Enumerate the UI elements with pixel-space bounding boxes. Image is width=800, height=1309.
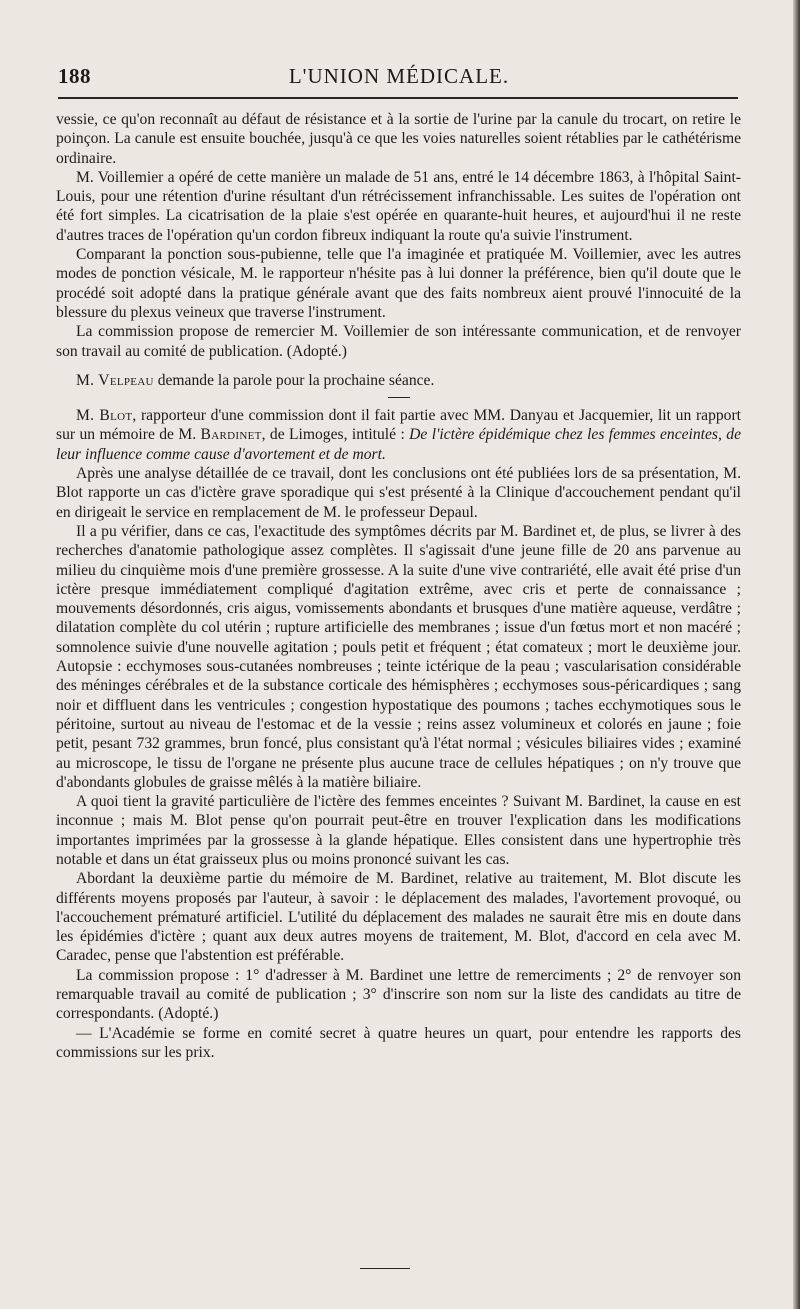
paragraph-blot-report (56, 406, 741, 464)
section-separator (388, 397, 410, 398)
speaker-name: M. Velpeau (76, 371, 154, 389)
header-rule (58, 97, 738, 99)
running-title: L'UNION MÉDICALE. (288, 64, 510, 88)
footer-rule (360, 1268, 410, 1269)
page-number: 188 (58, 64, 91, 88)
article-body (56, 110, 741, 1062)
paragraph-treatment: Abordant la deuxième partie du mémoire de M. Bardinet, relative au traitement, M. Blot discute les différents moyens proposés par l'auteur, à savoir : le déplacement des malades, l'avortement provoqué, ou l'accouchement prématuré artificiel. L'utilité du déplacement des malades ne saurait être mis en doute dans les épidémies d'ictère ; quant aux deux autres moyens de traitement, M. Blot, d'accord en cela avec M. Caradec, pense que l'abstention est préférable. (56, 870, 741, 965)
paragraph-voillemier-case: M. Voillemier a opéré de cette manière un malade de 51 ans, entré le 14 décembre 1863, à l'hôpital Saint-Louis, pour une rétention d'urine résultant d'un rétrécissement infranchissable. Les suites de l'opération ont été fort simples. La cicatrisation de la plaie s'est opérée en quarante-huit heures, et aujourd'hui il ne reste d'autres traces de l'opération qu'un cordon fibreux indiquant la route qu'a suivie l'instrument. (56, 168, 741, 244)
paragraph-commission-proposal: La commission propose de remercier M. Voillemier de son intéressante communication, et de renvoyer son travail au comité de publication. (Adopté.) (56, 323, 741, 360)
paragraph-secret-committee: — L'Académie se forme en comité secret à quatre heures un quart, pour entendre les rapports des commissions sur les prix. (56, 1024, 741, 1061)
paragraph-comparison: Comparant la ponction sous-pubienne, telle que l'a imaginée et pratiquée M. Voillemier, avec les autres modes de ponction vésicale, M. le rapporteur n'hésite pas à lui donner la préférence, bien qu'il doute que le procédé soit adopté dans la pratique générale avant que des faits nombreux aient prouvé l'innocuité de la blessure du plexus veineux que traverse l'instrument. (56, 246, 741, 321)
paragraph-text: , rapporteur d'une commission dont il fait partie avec MM. Danyau et Jacquemier, lit un rapport sur un mémoire de M. (56, 407, 742, 444)
paragraph-analysis: Après une analyse détaillée de ce travail, dont les conclusions ont été publiées lors de sa présentation, M. Blot rapporte un cas d'ictère grave sporadique qui s'est présenté à la Clinique d'accouchement pendant qu'il en dirigeait le service en remplacement de M. le professeur Depaul. (56, 465, 741, 521)
page-header (58, 60, 740, 92)
paragraph-gravity: A quoi tient la gravité particulière de l'ictère des femmes enceintes ? Suivant M. Bardinet, la cause en est inconnue ; mais M. Blot pense qu'on pourrait peut-être en trouver l'explication dans les modifications importantes imprimées par la grossesse à la glande hépatique. Elles consistent dans une hypertrophie très notable et dans un état graisseux plus ou moins prononcé suivant les cas. (56, 793, 741, 868)
paragraph-text: demande la parole pour la prochaine séance. (153, 371, 435, 389)
paragraph-velpeau (56, 371, 741, 390)
paragraph-continued: vessie, ce qu'on reconnaît au défaut de résistance et à la sortie de l'urine par la canule du trocart, on retire le poinçon. La canule est ensuite bouchée, jusqu'à ce que les voies naturelles soient rétablies par le cathétérisme ordinaire. (56, 111, 741, 167)
paragraph-text: , de Limoges, intitulé : (261, 426, 410, 444)
author-name: Bardinet (200, 426, 262, 444)
speaker-name: M. Blot (76, 407, 133, 425)
memoir-title: De l'ictère épidémique chez les femmes enceintes, de leur influence comme cause d'avortement et de mort. (56, 426, 741, 463)
paragraph-commission-conclusion: La commission propose : 1° d'adresser à M. Bardinet une lettre de remerciments ; 2° de renvoyer son remarquable travail au comité de publication ; 3° d'inscrire son nom sur la liste des candidats au titre de correspondants. (Adopté.) (56, 966, 741, 1023)
paragraph-case-description: Il a pu vérifier, dans ce cas, l'exactitude des symptômes décrits par M. Bardinet et, de plus, se livrer à des recherches d'anatomie pathologique assez complètes. Il s'agissait d'une jeune fille de 20 ans parvenue au milieu du cinquième mois d'une première grossesse. A la suite d'une vive contrariété, elle avait été prise d'un ictère presque immédiatement compliqué d'agitation extrême, avec cris et perte de connaissance ; mouvements désordonnés, cris aigus, vomissements abondants et brusques d'une matière aqueuse, verdâtre ; dilatation complète du col utérin ; rupture artificielle des membranes ; issue d'un fœtus mort et non macéré ; somnolence suivie d'une nouvelle agitation ; pouls petit et fréquent ; état comateux ; mort le deuxième jour. Autopsie : ecchymoses sous-cutanées nombreuses ; teinte ictérique de la peau ; vascularisation considérable des méninges cérébrales et de la substance corticale des hémisphères ; ecchymoses sous-péricardiques ; sang noir et diffluent dans les ventricules ; congestion hypostatique des poumons ; taches ecchymotiques sous le péritoine, surtout au niveau de l'estomac et de la vessie ; reins assez volumineux et colorés en jaune ; foie petit, pesant 732 grammes, brun foncé, plus consistant qu'à l'état normal ; vésicules biliaires vides ; examiné au microscope, le tissu de l'organe ne présente plus aucune trace de cellules hépatiques ; on n'y trouve que d'abondants globules de graisse mêlés à la matière biliaire. (56, 522, 741, 791)
page-edge-shadow (793, 0, 800, 1309)
